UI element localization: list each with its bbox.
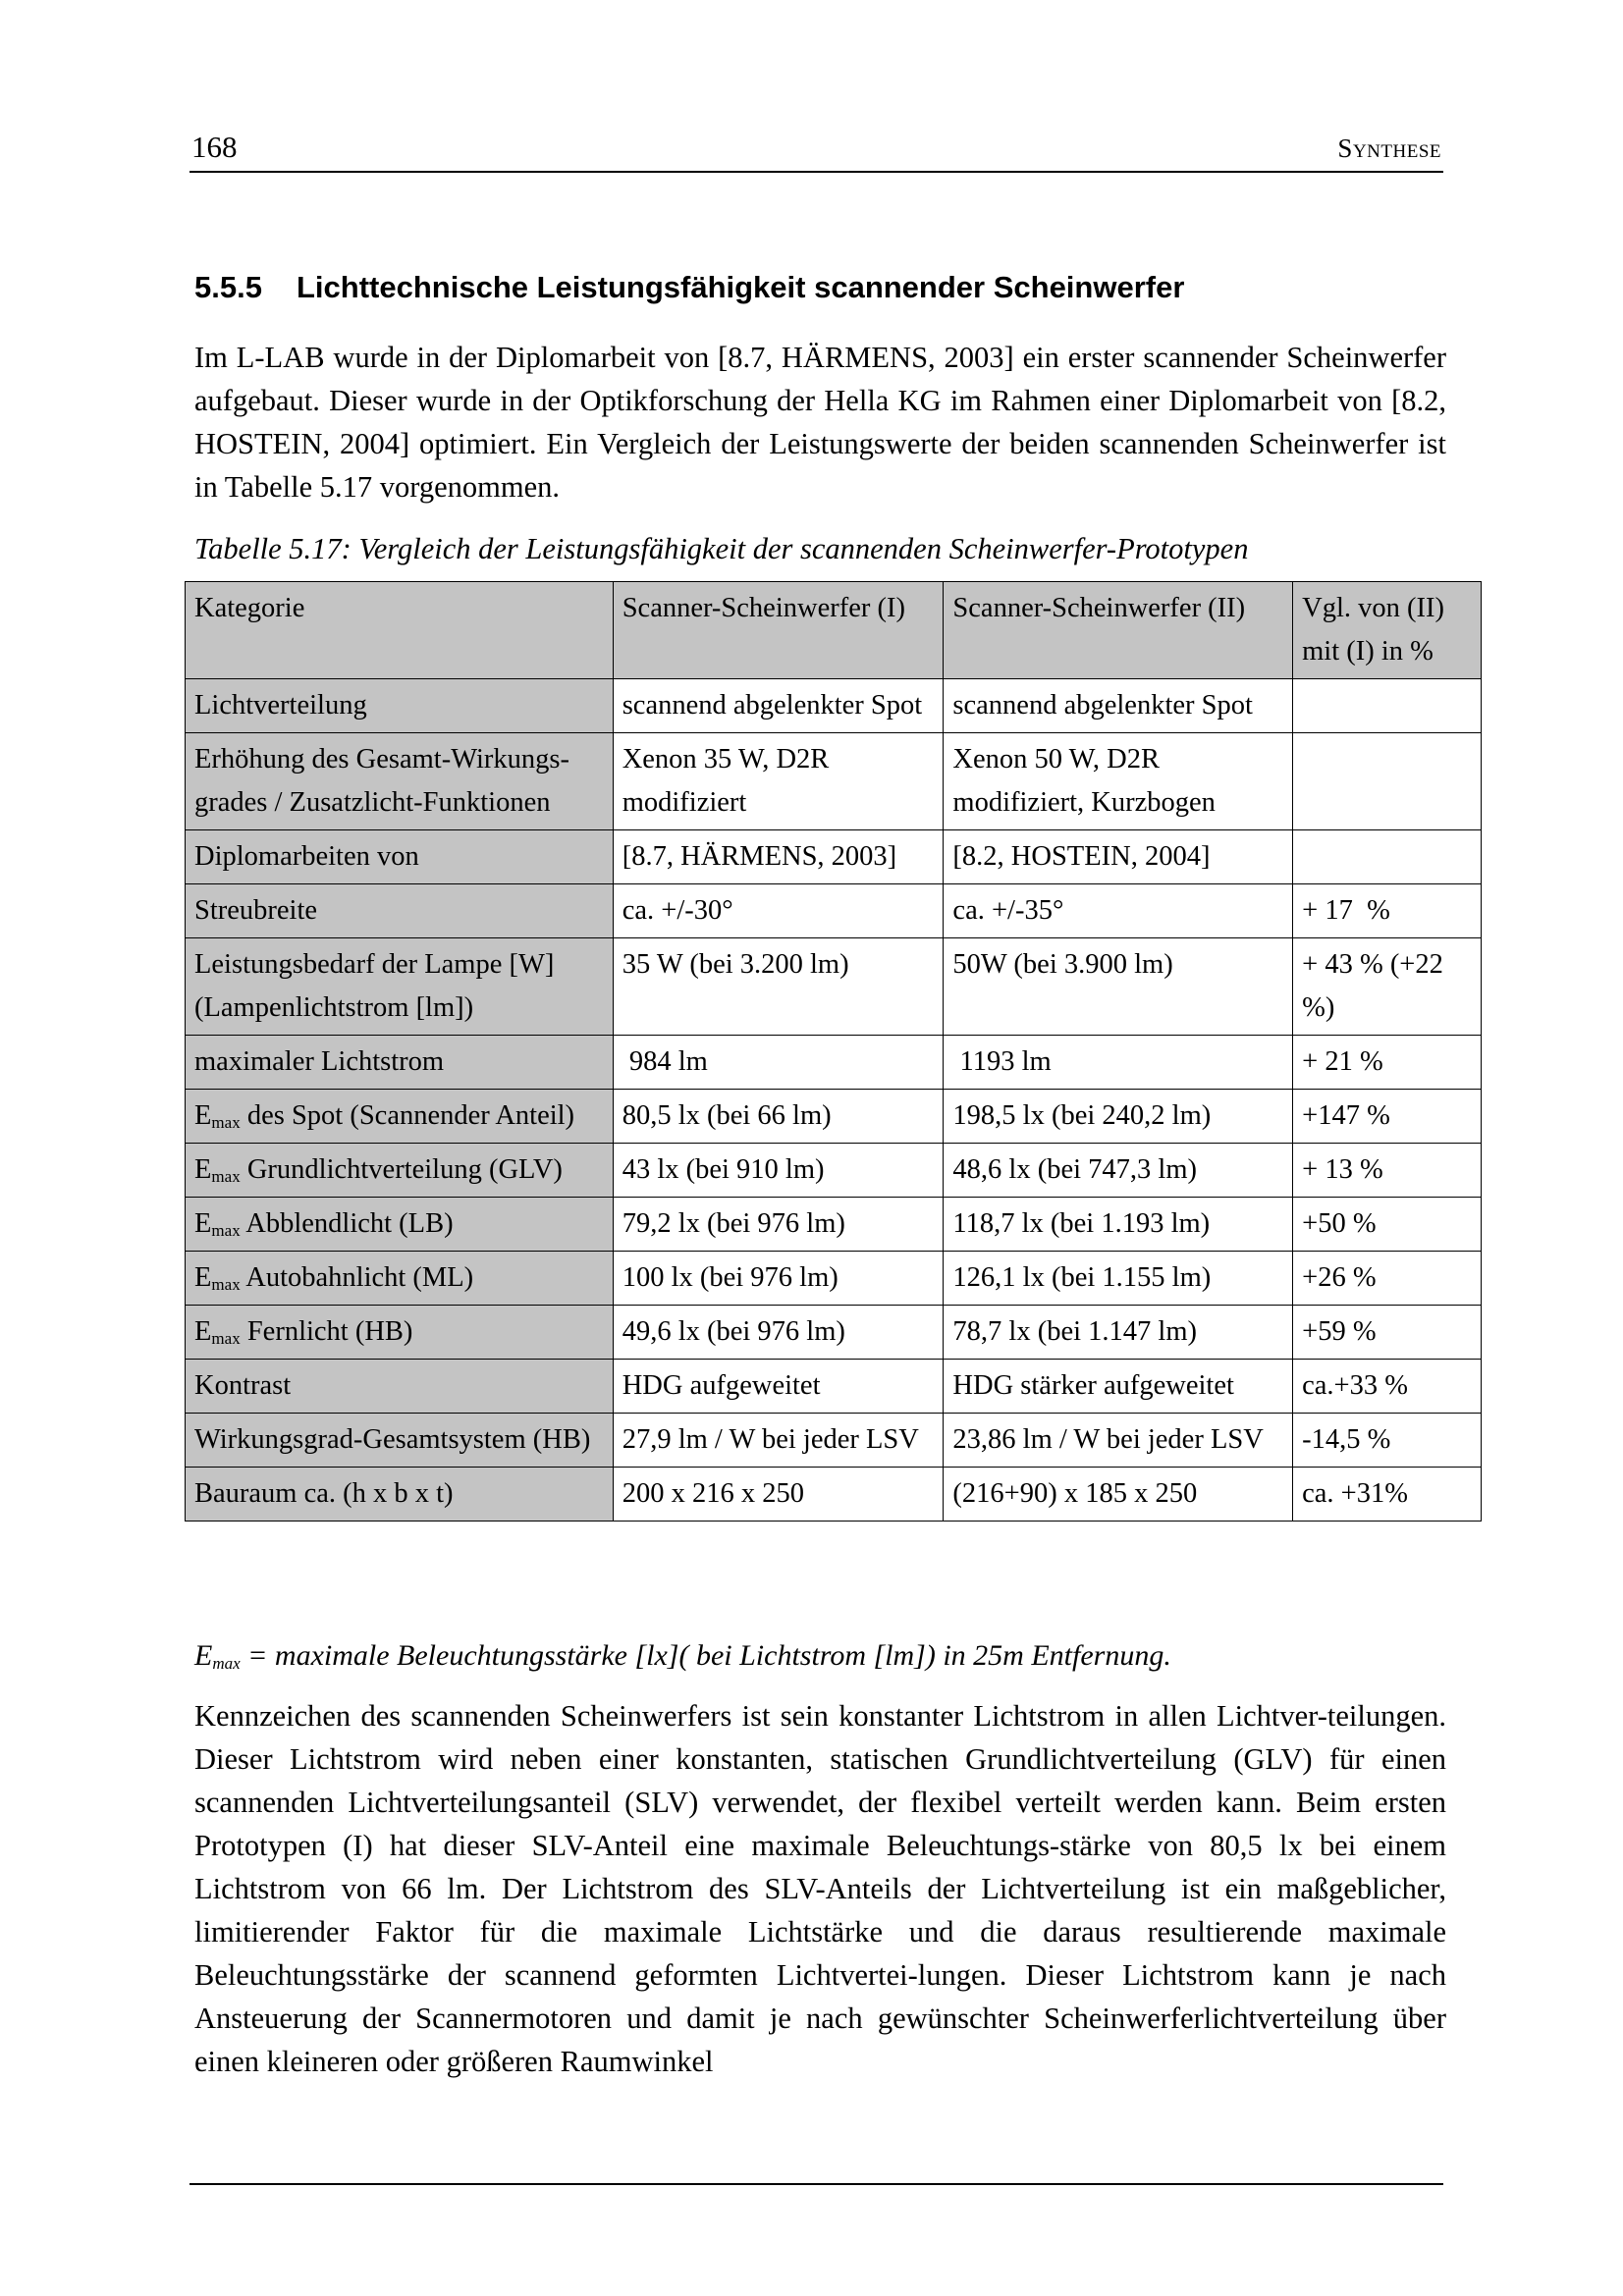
category-subscript: max bbox=[211, 1113, 241, 1132]
scanner-1-cell: 984 lm bbox=[613, 1036, 944, 1090]
scanner-2-cell: 78,7 lx (bei 1.147 lm) bbox=[944, 1306, 1293, 1360]
scanner-1-cell: 49,6 lx (bei 976 lm) bbox=[613, 1306, 944, 1360]
scanner-1-cell: scannend abgelenkter Spot bbox=[613, 679, 944, 733]
footnote-symbol: E bbox=[194, 1639, 213, 1672]
category-label: E bbox=[194, 1208, 212, 1239]
table-header-cell: Kategorie bbox=[186, 582, 614, 679]
table-row bbox=[186, 830, 1482, 884]
category-cell bbox=[186, 1144, 614, 1198]
section-heading bbox=[194, 270, 1451, 305]
page-header bbox=[189, 126, 1443, 173]
scanner-1-cell: [8.7, HÄRMENS, 2003] bbox=[613, 830, 944, 884]
category-label-rest: des Spot (Scannender Anteil) bbox=[240, 1100, 575, 1131]
scanner-1-cell: ca. +/-30° bbox=[613, 884, 944, 938]
table-row bbox=[186, 1252, 1482, 1306]
comparison-cell: +59 % bbox=[1293, 1306, 1482, 1360]
category-cell bbox=[186, 1198, 614, 1252]
category-label: Kontrast bbox=[194, 1370, 292, 1401]
category-subscript: max bbox=[211, 1275, 241, 1294]
scanner-2-cell: (216+90) x 185 x 250 bbox=[944, 1468, 1293, 1522]
table-row bbox=[186, 884, 1482, 938]
table-row bbox=[186, 1090, 1482, 1144]
scanner-2-cell: 198,5 lx (bei 240,2 lm) bbox=[944, 1090, 1293, 1144]
body-paragraph: Kennzeichen des scannenden Scheinwerfers ist sein konstanter Lichtstrom in allen Lichtver-teilungen. Dieser Lichtstrom wird neben einer konstanten, statischen Grundlichtverteilung (GLV) für einen scannenden Lichtverteilungsanteil (SLV) verwendet, der flexibel verteilt werden kann. Beim ersten Prototypen (I) hat dieser SLV-Anteil eine maximale Beleuchtungs-stärke von 80,5 lx bei einem Lichtstrom von 66 lm. Der Lichtstrom des SLV-Anteils der Lichtverteilung ist ein maßgeblicher, limitierender Faktor für die maximale Lichtstärke und die daraus resultierende maximale Beleuchtungsstärke der scannend geformten Lichtvertei-lungen. Dieser Lichtstrom kann je nach Ansteuerung der Scannermotoren und damit je nach gewünschter Scheinwerferlichtverteilung über einen kleineren oder größeren Raumwinkel bbox=[194, 1699, 1446, 2078]
category-label: E bbox=[194, 1316, 212, 1347]
scanner-1-cell: 43 lx (bei 910 lm) bbox=[613, 1144, 944, 1198]
footnote-text: = maximale Beleuchtungsstärke [lx]( bei Lichtstrom [lm]) in 25m Entfernung. bbox=[240, 1639, 1171, 1672]
comparison-cell: + 21 % bbox=[1293, 1036, 1482, 1090]
comparison-cell bbox=[1293, 733, 1482, 830]
comparison-cell bbox=[1293, 830, 1482, 884]
footnote-subscript: max bbox=[212, 1654, 241, 1673]
category-cell bbox=[186, 1090, 614, 1144]
table-row bbox=[186, 938, 1482, 1036]
category-label: Leistungsbedarf der Lampe [W] (Lampenlichtstrom [lm]) bbox=[194, 949, 555, 1023]
comparison-table bbox=[185, 581, 1482, 1522]
category-cell bbox=[186, 1252, 614, 1306]
table-row bbox=[186, 1198, 1482, 1252]
category-cell bbox=[186, 830, 614, 884]
category-label: E bbox=[194, 1100, 212, 1131]
table-footnote bbox=[194, 1639, 1171, 1673]
table-header-row bbox=[186, 582, 1482, 679]
comparison-cell: + 17 % bbox=[1293, 884, 1482, 938]
table-row bbox=[186, 1414, 1482, 1468]
category-cell bbox=[186, 938, 614, 1036]
table-row bbox=[186, 1468, 1482, 1522]
scanner-2-cell: scannend abgelenkter Spot bbox=[944, 679, 1293, 733]
table-row bbox=[186, 1306, 1482, 1360]
scanner-1-cell: 200 x 216 x 250 bbox=[613, 1468, 944, 1522]
scanner-2-cell: 1193 lm bbox=[944, 1036, 1293, 1090]
category-label: Wirkungsgrad-Gesamtsystem (HB) bbox=[194, 1424, 591, 1455]
category-subscript: max bbox=[211, 1329, 241, 1348]
comparison-cell: + 43 % (+22 %) bbox=[1293, 938, 1482, 1036]
scanner-1-cell: Xenon 35 W, D2R modifiziert bbox=[613, 733, 944, 830]
category-cell bbox=[186, 1468, 614, 1522]
category-cell bbox=[186, 1036, 614, 1090]
category-cell bbox=[186, 679, 614, 733]
category-label-rest: Abblendlicht (LB) bbox=[240, 1208, 454, 1239]
category-label: Lichtverteilung bbox=[194, 690, 367, 721]
comparison-cell: ca. +31% bbox=[1293, 1468, 1482, 1522]
scanner-2-cell: 50W (bei 3.900 lm) bbox=[944, 938, 1293, 1036]
table-header-cell: Vgl. von (II) mit (I) in % bbox=[1293, 582, 1482, 679]
category-label-rest: Fernlicht (HB) bbox=[240, 1316, 413, 1347]
bottom-rule bbox=[189, 2183, 1443, 2185]
scanner-2-cell: Xenon 50 W, D2R modifiziert, Kurzbogen bbox=[944, 733, 1293, 830]
comparison-cell: +147 % bbox=[1293, 1090, 1482, 1144]
intro-paragraph: Im L-LAB wurde in der Diplomarbeit von [8.7, HÄRMENS, 2003] ein erster scannender Scheinwerfer aufgebaut. Dieser wurde in der Optikforschung der Hella KG im Rahmen einer Diplomarbeit von [8.2, HOSTEIN, 2004] optimiert. Ein Vergleich der Leistungswerte der beiden scannenden Scheinwerfer ist in Tabelle 5.17 vorgenommen. bbox=[194, 341, 1446, 504]
category-label: E bbox=[194, 1262, 212, 1293]
category-label: Diplomarbeiten von bbox=[194, 841, 419, 872]
table-header-cell: Scanner-Scheinwerfer (I) bbox=[613, 582, 944, 679]
category-label: E bbox=[194, 1154, 212, 1185]
category-label: Bauraum ca. (h x b x t) bbox=[194, 1478, 454, 1509]
category-cell bbox=[186, 884, 614, 938]
category-subscript: max bbox=[211, 1221, 241, 1240]
category-subscript: max bbox=[211, 1167, 241, 1186]
category-cell bbox=[186, 1414, 614, 1468]
scanner-2-cell: 48,6 lx (bei 747,3 lm) bbox=[944, 1144, 1293, 1198]
category-label: Erhöhung des Gesamt-Wirkungs-grades / Zusatzlicht-Funktionen bbox=[194, 744, 569, 818]
table-row bbox=[186, 1360, 1482, 1414]
category-label: maximaler Lichtstrom bbox=[194, 1046, 445, 1077]
scanner-1-cell: 35 W (bei 3.200 lm) bbox=[613, 938, 944, 1036]
scanner-1-cell: 79,2 lx (bei 976 lm) bbox=[613, 1198, 944, 1252]
scanner-2-cell: HDG stärker aufgeweitet bbox=[944, 1360, 1293, 1414]
section-title: Lichttechnische Leistungsfähigkeit scannender Scheinwerfer bbox=[297, 270, 1185, 304]
table-row bbox=[186, 733, 1482, 830]
scanner-1-cell: HDG aufgeweitet bbox=[613, 1360, 944, 1414]
category-label-rest: Grundlichtverteilung (GLV) bbox=[240, 1154, 563, 1185]
category-label-rest: Autobahnlicht (ML) bbox=[240, 1262, 474, 1293]
scanner-2-cell: 118,7 lx (bei 1.193 lm) bbox=[944, 1198, 1293, 1252]
category-cell bbox=[186, 733, 614, 830]
comparison-cell: +50 % bbox=[1293, 1198, 1482, 1252]
scanner-2-cell: 23,86 lm / W bei jeder LSV bbox=[944, 1414, 1293, 1468]
comparison-cell: + 13 % bbox=[1293, 1144, 1482, 1198]
comparison-cell bbox=[1293, 679, 1482, 733]
table-row bbox=[186, 679, 1482, 733]
table-row bbox=[186, 1144, 1482, 1198]
scanner-1-cell: 80,5 lx (bei 66 lm) bbox=[613, 1090, 944, 1144]
page-number: 168 bbox=[191, 130, 238, 164]
running-title: Synthese bbox=[1337, 133, 1441, 163]
scanner-2-cell: 126,1 lx (bei 1.155 lm) bbox=[944, 1252, 1293, 1306]
scanner-1-cell: 27,9 lm / W bei jeder LSV bbox=[613, 1414, 944, 1468]
scanner-2-cell: [8.2, HOSTEIN, 2004] bbox=[944, 830, 1293, 884]
comparison-cell: +26 % bbox=[1293, 1252, 1482, 1306]
comparison-cell: ca.+33 % bbox=[1293, 1360, 1482, 1414]
scanner-1-cell: 100 lx (bei 976 lm) bbox=[613, 1252, 944, 1306]
table-header-cell: Scanner-Scheinwerfer (II) bbox=[944, 582, 1293, 679]
section-number: 5.5.5 bbox=[194, 270, 262, 304]
comparison-cell: -14,5 % bbox=[1293, 1414, 1482, 1468]
category-label: Streubreite bbox=[194, 895, 318, 926]
table-caption: Tabelle 5.17: Vergleich der Leistungsfähigkeit der scannenden Scheinwerfer-Prototypen bbox=[194, 532, 1249, 565]
scanner-2-cell: ca. +/-35° bbox=[944, 884, 1293, 938]
table-row bbox=[186, 1036, 1482, 1090]
category-cell bbox=[186, 1360, 614, 1414]
category-cell bbox=[186, 1306, 614, 1360]
